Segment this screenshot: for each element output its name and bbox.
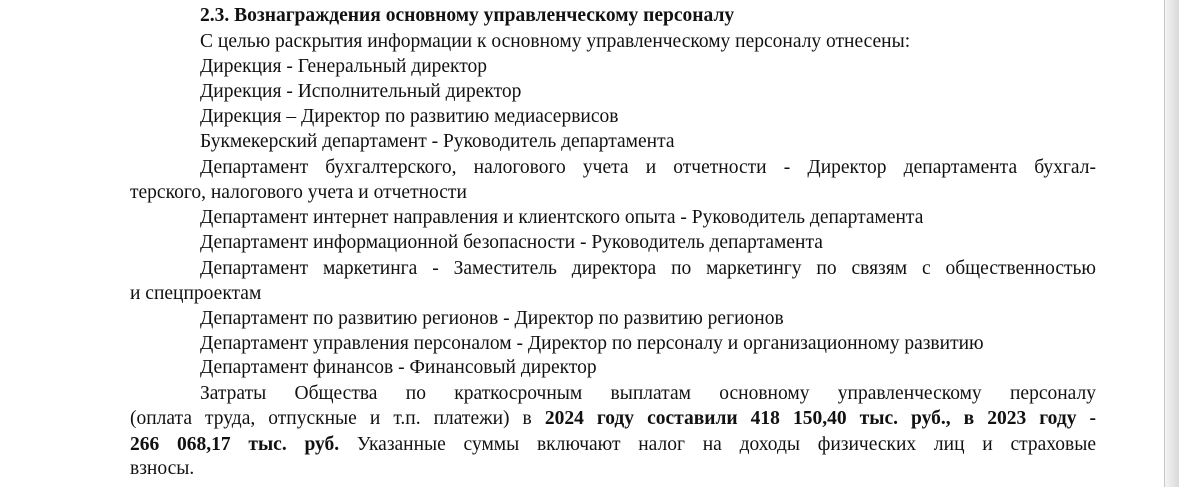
position-item: Дирекция – Директор по развитию медиасервисов: [200, 106, 619, 127]
position-item: Дирекция - Исполнительный директор: [200, 81, 522, 102]
intro-text: С целью раскрытия информации к основному управленческому персоналу отнесены:: [200, 31, 911, 52]
position-item: Департамент по развитию регионов - Директор по развитию регионов: [200, 308, 784, 329]
position-item: Букмекерский департамент - Руководитель департамента: [200, 131, 675, 152]
position-item: Департамент бухгалтерского, налогового учета и отчетности - Директор департамента бухгал-: [200, 157, 1096, 178]
position-item: Департамент финансов - Финансовый директор: [200, 357, 597, 378]
costs-amount-highlight: 266 068,17 тыс. руб.: [130, 434, 340, 455]
position-item: Департамент информационной безопасности - Руководитель департамента: [200, 232, 823, 253]
position-item-continuation: терского, налогового учета и отчетности: [130, 182, 467, 203]
costs-paragraph-line: [130, 406, 1096, 431]
costs-paragraph-line: [130, 432, 1096, 457]
costs-amount-highlight: 2024 году составили 418 150,40 тыс. руб., в 2023 году -: [544, 408, 1096, 429]
costs-text: Указанные суммы включают налог на доходы физических лиц и страховые: [339, 434, 1096, 455]
position-item: Департамент интернет направления и клиентского опыта - Руководитель департамента: [200, 207, 924, 228]
costs-text: (оплата труда, отпускные и т.п. платежи) в: [130, 408, 545, 429]
section-heading: 2.3. Вознаграждения основному управленческому персоналу: [200, 5, 735, 26]
page-edge-shadow: [1165, 0, 1179, 487]
costs-paragraph-line: Затраты Общества по краткосрочным выплатам основному управленческому персоналу: [200, 383, 1096, 404]
position-item-continuation: и спецпроектам: [130, 283, 262, 304]
costs-paragraph-line: взносы.: [130, 458, 195, 479]
position-item: Департамент управления персоналом - Директор по персоналу и организационному развитию: [200, 333, 984, 354]
position-item: Департамент маркетинга - Заместитель директора по маркетингу по связям с общественностью: [200, 258, 1096, 279]
position-item: Дирекция - Генеральный директор: [200, 56, 488, 77]
